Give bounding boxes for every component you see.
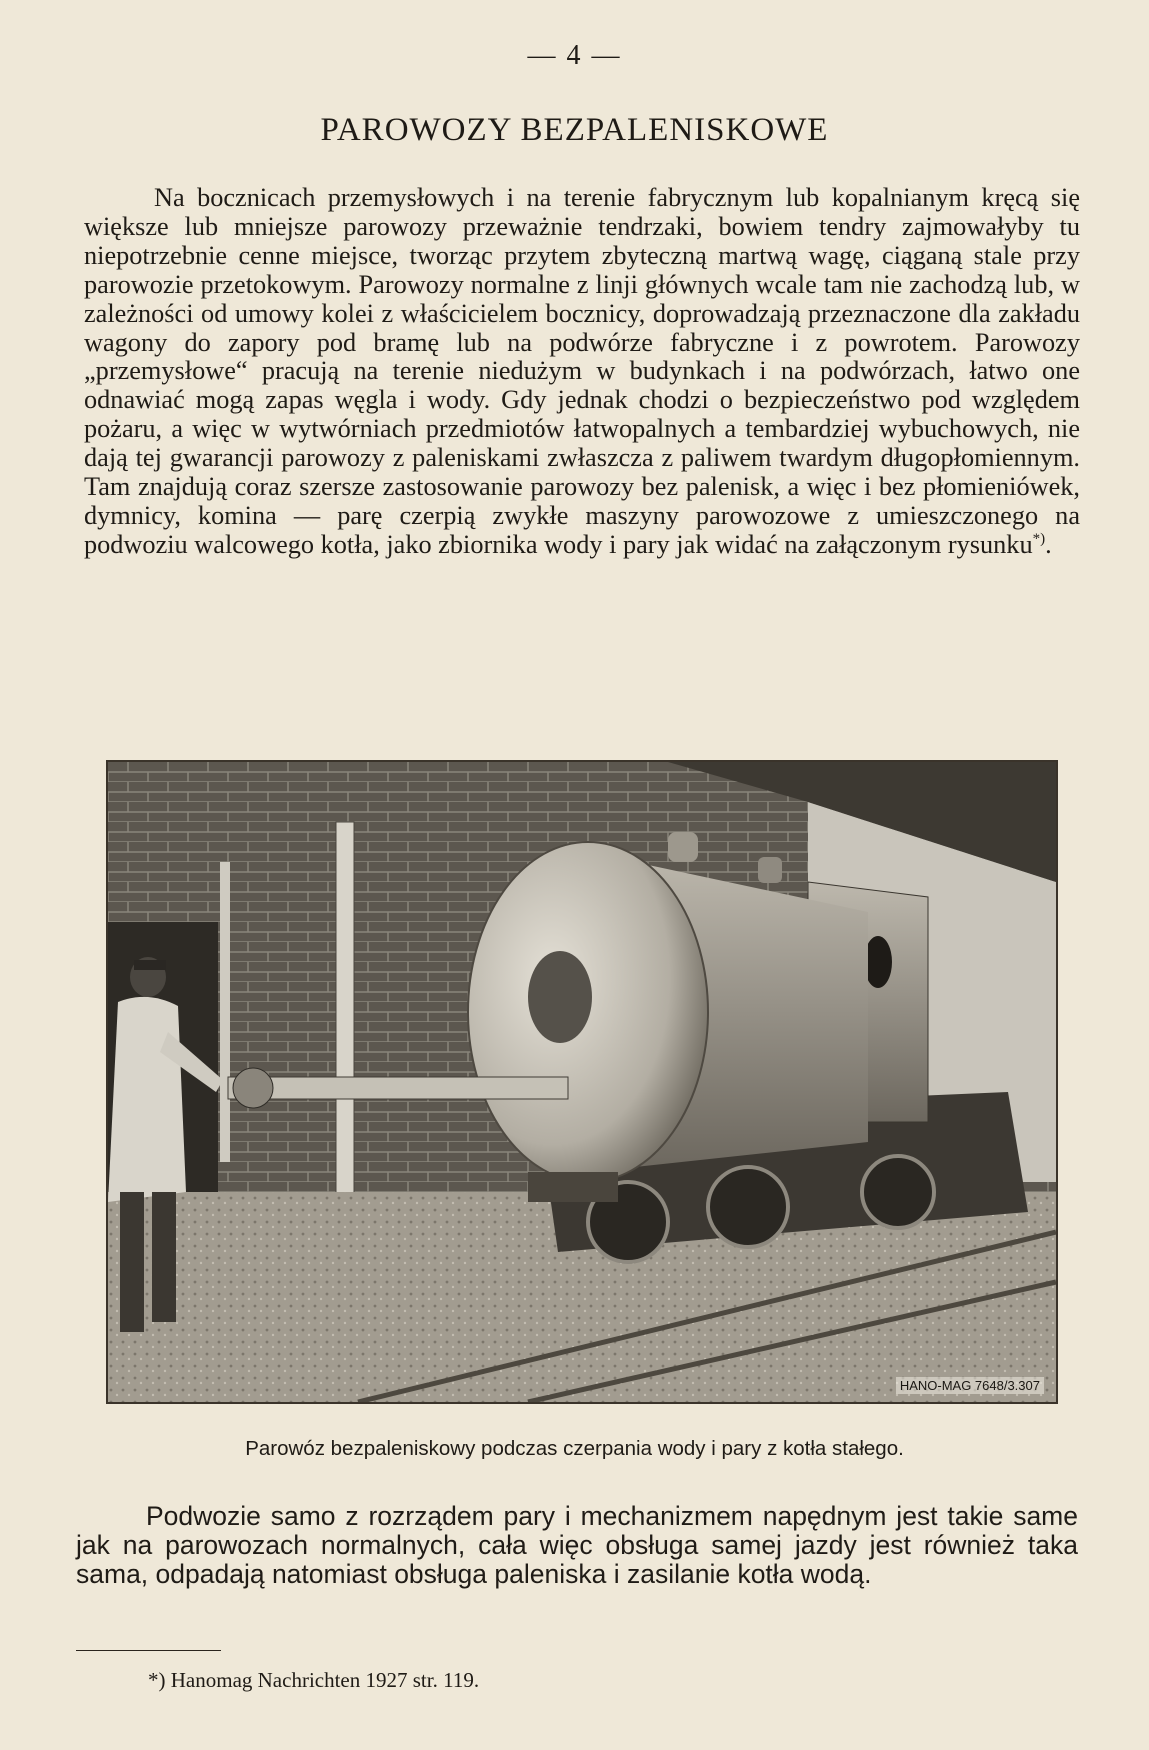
body-paragraph-1 <box>84 184 1080 560</box>
tank-manhole <box>528 951 592 1043</box>
footnote <box>148 1668 479 1693</box>
locomotive-photograph <box>106 760 1058 1404</box>
fill-pipe <box>228 1077 568 1099</box>
page-number: — 4 — <box>527 40 622 71</box>
wheel <box>708 1167 788 1247</box>
plate-mark: HANO-MAG 7648/3.307 <box>896 1377 1044 1394</box>
footnote-marker: *) <box>148 1668 166 1692</box>
wheel <box>862 1156 934 1228</box>
figure-caption: Parowóz bezpaleniskowy podczas czerpania wody i pary z kotła stałego. <box>245 1437 904 1460</box>
footnote-reference: *) <box>1032 531 1046 548</box>
paragraph-1-text: Na bocznicach przemysłowych i na terenie fabrycznym lub kopalnianym kręcą się większe lub mniejsze parowozy przeważnie tendrzaki, bowiem tendry zajmowałyby tu niepotrzebnie cenne miejsce, tworząc przytem zbyteczną martwą wagę, ciąganą stale przy parowozie przetokowym. Parowozy normalne z linji głównych wcale tam nie zachodzą lub, w zależności od umowy kolei z właścicielem bocznicy, doprowadzają przeznaczone dla zakładu wagony do zapory pod bramę lub na podwórze fabryczne i z powrotem. Parowozy „przemysłowe“ pracują na terenie niedużym w budynkach i na podwórzach, łatwo one odnawiać mogą zapas węgla i wody. Gdy jednak chodzi o bezpieczeństwo pod względem pożaru, a więc w wytwórniach przedmiotów łatwopalnych a tembardziej wybuchowych, nie dają tej gwarancji parowozy z paleniskami zwłaszcza z paliwem twardym długopłomiennym. Tam znajdują coraz szersze zastosowanie parowozy bez palenisk, a więc i bez płomieniówek, dymnicy, komina — parę czerpią zwykłe maszyny parowozowe z umieszczonego na podwoziu walcowego kotła, jako zbiornika wody i pary jak widać na załączonym rysunku <box>84 183 1080 559</box>
footnote-text: Hanomag Nachrichten 1927 str. 119. <box>170 1668 480 1692</box>
pipe-valve <box>233 1068 273 1108</box>
cab-window <box>864 936 892 988</box>
buffer-beam <box>528 1172 618 1202</box>
paragraph-2-text: Podwozie samo z rozrządem pary i mechanizmem napędnym jest takie same jak na parowozach normalnych, cała więc obsługa samej jazdy jest również taka sama, odpadają natomiast obsługa paleniska i zasilanie kotła wodą. <box>76 1501 1078 1589</box>
tank-dome-2 <box>758 857 782 883</box>
body-paragraph-2 <box>76 1502 1078 1589</box>
standpipe <box>336 822 354 1202</box>
footnote-divider <box>76 1650 221 1651</box>
paragraph-1-end: . <box>1045 529 1052 559</box>
tank-dome <box>668 832 698 862</box>
locomotive-illustration <box>108 762 1056 1402</box>
small-pipe <box>220 862 230 1162</box>
page-title: PAROWOZY BEZPALENISKOWE <box>320 112 829 148</box>
